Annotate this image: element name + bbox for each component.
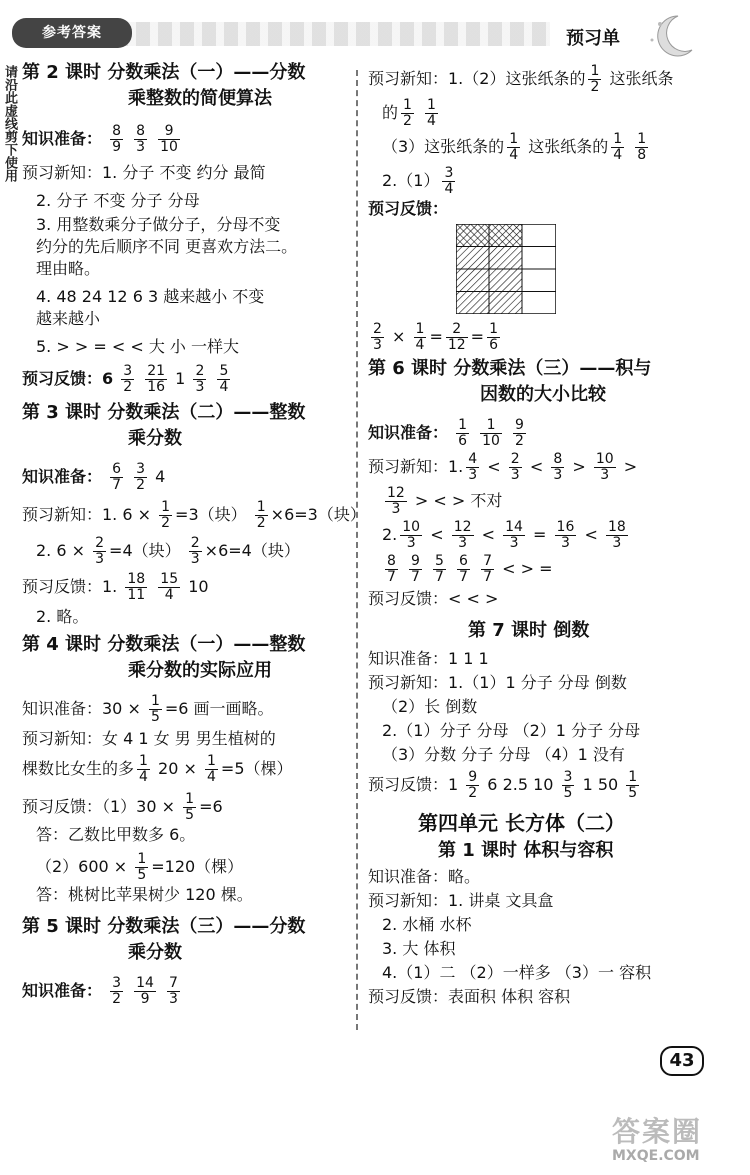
lesson-6-subtitle: 因数的大小比较 [480, 384, 606, 405]
lesson-6-knowledge [368, 416, 738, 450]
lesson-6-new-2 [368, 518, 738, 552]
text: = [470, 327, 485, 346]
right-column [368, 62, 738, 1008]
text: =6 画一画略。 [164, 699, 274, 718]
fraction: $\frac{1}{4}$ [206, 753, 216, 785]
fraction: $\frac{2}{3}$ [190, 535, 200, 567]
fraction: $\frac{1}{5}$ [150, 693, 160, 725]
lesson-2-new-5: 理由略。 [36, 259, 101, 278]
lesson-4-answer-2: 答：桃树比苹果树少 120 棵。 [36, 885, 253, 904]
fraction: $\frac{3}{2}$ [136, 461, 146, 493]
lesson-7-new-3: 2.（1）分子 分母 （2）1 分子 分母 [382, 721, 641, 740]
text: < [529, 457, 544, 476]
text: =4（块） [109, 541, 181, 560]
text: > [572, 457, 586, 476]
lesson-5-feedback-label: 预习反馈： [368, 199, 449, 218]
fraction: $\frac{1}{4}$ [613, 131, 623, 163]
header-decor-bar [70, 22, 550, 46]
fraction: $\frac{2}{12}$ [447, 321, 466, 353]
unit-4-knowledge: 知识准备：略。 [368, 867, 481, 886]
fraction: $\frac{8}{7}$ [387, 553, 396, 585]
text: 预习反馈：（1）30 × [22, 797, 176, 816]
lesson-2-new-6: 4. 48 24 12 6 3 越来越小 不变 [36, 287, 265, 306]
lesson-7-new-2: （2）长 倒数 [382, 697, 478, 716]
unit-4-lesson-1-title: 第 1 课时 体积与容积 [438, 840, 614, 861]
text: 预习新知：1.（2）这张纸条的 [368, 69, 586, 88]
fraction: $\frac{14}{9}$ [136, 975, 154, 1007]
fraction: $\frac{3}{5}$ [563, 769, 573, 801]
fraction: $\frac{1}{2}$ [403, 97, 412, 129]
text: < [487, 457, 501, 476]
text: 知识准备：30 × [22, 699, 141, 718]
lesson-6-new-3 [368, 552, 738, 586]
fraction: $\frac{10}{3}$ [402, 519, 421, 551]
fraction: $\frac{2}{3}$ [195, 363, 205, 395]
fraction: $\frac{9}{7}$ [411, 553, 420, 585]
text: 棵数比女生的多 [22, 759, 135, 778]
lesson-2-new-8: 5. > > = < < 大 小 一样大 [36, 337, 239, 356]
text: （3）这张纸条的 [382, 137, 505, 156]
text: 10 [188, 577, 209, 596]
lesson-2-title: 第 2 课时 分数乘法（一）——分数 [22, 62, 306, 83]
cut-line-note: 请沿此虚线剪下使用 [2, 65, 17, 182]
knowledge-label: 知识准备： [22, 981, 103, 1000]
text: 这张纸条的 [528, 137, 609, 156]
lesson-3-feedback-2: 2. 略。 [36, 607, 89, 626]
text: 这张纸条 [609, 69, 674, 88]
fraction: $\frac{12}{3}$ [453, 519, 472, 551]
text: = [429, 327, 443, 346]
fraction: $\frac{7}{3}$ [169, 975, 178, 1007]
lesson-5-new-3 [368, 130, 738, 164]
lesson-2-subtitle: 乘整数的简便算法 [128, 88, 272, 109]
text: 1 50 [582, 775, 619, 794]
fraction: $\frac{5}{4}$ [219, 363, 229, 395]
fraction: $\frac{10}{3}$ [595, 451, 614, 483]
lesson-5-title: 第 5 课时 分数乘法（三）——分数 [22, 916, 306, 937]
lesson-3-title: 第 3 课时 分数乘法（二）——整数 [22, 402, 306, 423]
fraction: $\frac{2}{3}$ [373, 321, 382, 353]
lesson-3-new-1 [22, 498, 366, 532]
fraction: $\frac{1}{2}$ [161, 499, 171, 531]
lesson-7-new-1: 预习新知：1.（1）1 分子 分母 倒数 [368, 673, 627, 692]
text: 预习新知：1. 6 × [22, 505, 152, 524]
lesson-2-knowledge [22, 122, 352, 156]
fraction: $\frac{3}{2}$ [123, 363, 133, 395]
text: 2. [382, 525, 398, 544]
text: < [481, 525, 496, 544]
knowledge-label: 知识准备： [368, 423, 449, 442]
fraction: $\frac{1}{10}$ [482, 417, 500, 449]
lesson-2-new-4: 约分的先后顺序不同 更喜欢方法二。 [36, 237, 298, 256]
lesson-4-answer-1: 答：乙数比甲数多 6。 [36, 825, 196, 844]
lesson-6-new-1b [368, 484, 738, 518]
fraction: $\frac{3}{4}$ [444, 165, 454, 197]
unit-4-new-2: 2. 水桶 水杯 [382, 915, 472, 934]
text: × [392, 327, 406, 346]
lesson-3-new-2 [22, 534, 352, 568]
fraction: $\frac{1}{5}$ [137, 851, 147, 883]
fraction: $\frac{1}{5}$ [185, 791, 195, 823]
lesson-7-title: 第 7 课时 倒数 [468, 620, 590, 641]
shaded-grid-diagram [456, 224, 556, 314]
text: = [533, 525, 547, 544]
lesson-4-feedback [22, 790, 352, 824]
fraction: $\frac{1}{4}$ [427, 97, 436, 129]
fraction: $\frac{12}{3}$ [387, 485, 405, 517]
fraction: $\frac{3}{2}$ [112, 975, 122, 1007]
fraction: $\frac{1}{4}$ [415, 321, 425, 353]
lesson-2-new-1: 预习新知：1. 分子 不变 约分 最简 [22, 163, 266, 182]
page-header [0, 0, 750, 60]
text: < [430, 525, 444, 544]
answer-value: 1 [175, 369, 186, 388]
fraction: $\frac{15}{4}$ [160, 571, 179, 603]
text: 预习反馈：1. [22, 577, 118, 596]
lesson-5-subtitle: 乘分数 [128, 942, 182, 963]
lesson-6-new-1 [368, 450, 738, 484]
header-title: 预习单 [566, 28, 620, 49]
lesson-3-feedback [22, 570, 352, 604]
text: ×6=4（块） [204, 541, 300, 560]
text: > [623, 457, 638, 476]
answer-value: 4 [155, 467, 166, 486]
knowledge-label: 知识准备： [22, 467, 103, 486]
page-number: 43 [660, 1046, 704, 1076]
fraction: $\frac{18}{3}$ [607, 519, 626, 551]
fraction: $\frac{1}{2}$ [590, 63, 600, 95]
fraction: $\frac{16}{3}$ [556, 519, 575, 551]
watermark-url: MXQE.COM [612, 1148, 700, 1164]
text: < [584, 525, 598, 544]
fraction: $\frac{1}{8}$ [637, 131, 647, 163]
fraction: $\frac{8}{3}$ [553, 451, 563, 483]
text: ×6=3（块） [270, 505, 366, 524]
unit-4-feedback: 预习反馈：表面积 体积 容积 [368, 987, 571, 1006]
lesson-2-feedback [22, 362, 352, 396]
lesson-4-feedback-2 [22, 850, 352, 884]
unit-4-new-3: 3. 大 体积 [382, 939, 456, 958]
text: 6 2.5 10 [487, 775, 554, 794]
text: 预习新知：1. [368, 457, 464, 476]
fraction: $\frac{1}{6}$ [489, 321, 498, 353]
fraction: $\frac{5}{7}$ [435, 553, 444, 585]
text: < > = [502, 559, 553, 578]
unit-4-title: 第四单元 长方体（二） [418, 811, 625, 835]
lesson-7-feedback [368, 768, 738, 802]
lesson-2-new-7: 越来越小 [36, 309, 101, 328]
lesson-4-knowledge [22, 692, 352, 726]
fraction: $\frac{7}{7}$ [483, 553, 492, 585]
column-divider [356, 70, 358, 1030]
fraction: $\frac{8}{9}$ [112, 123, 122, 155]
lesson-4-subtitle: 乘分数的实际应用 [128, 660, 272, 681]
lesson-5-knowledge [22, 974, 352, 1008]
lesson-5-new-1 [368, 62, 738, 96]
fraction: $\frac{21}{16}$ [147, 363, 166, 395]
lesson-3-knowledge [22, 460, 352, 494]
fraction: $\frac{9}{2}$ [468, 769, 478, 801]
feedback-label: 预习反馈：6 [22, 369, 114, 388]
fraction: $\frac{1}{5}$ [628, 769, 638, 801]
text: > < > 不对 [414, 491, 503, 510]
fraction: $\frac{2}{3}$ [510, 451, 520, 483]
lesson-7-new-4: （3）分数 分子 分母 （4）1 没有 [382, 745, 625, 764]
lesson-5-new-4 [368, 164, 738, 198]
fraction: $\frac{8}{3}$ [136, 123, 146, 155]
unit-4-new-4: 4.（1）二 （2）一样多 （3）一 容积 [382, 963, 652, 982]
fraction: $\frac{2}{3}$ [95, 535, 105, 567]
text: =120（棵） [151, 857, 244, 876]
fraction: $\frac{18}{11}$ [127, 571, 146, 603]
lesson-2-new-3: 3. 用整数乘分子做分子，分母不变 [36, 215, 281, 234]
fraction: $\frac{9}{10}$ [160, 123, 178, 155]
lesson-6-title: 第 6 课时 分数乘法（三）——积与 [368, 358, 652, 379]
moon-icon [640, 10, 700, 60]
lesson-5-equation [368, 320, 738, 354]
fraction: $\frac{1}{2}$ [256, 499, 266, 531]
text: （2）600 × [36, 857, 128, 876]
lesson-6-feedback: 预习反馈：< < > [368, 589, 499, 608]
knowledge-label: 知识准备： [22, 129, 103, 148]
unit-4-new-1: 预习新知：1. 讲桌 文具盒 [368, 891, 554, 910]
watermark-logo: 答案圈 [612, 1115, 703, 1148]
left-column [22, 62, 366, 1008]
text: 预习反馈：1 [368, 775, 459, 794]
fraction: $\frac{14}{3}$ [505, 519, 523, 551]
text: 2. 6 × [36, 541, 86, 560]
text: 20 × [158, 759, 197, 778]
lesson-7-knowledge: 知识准备：1 1 1 [368, 649, 489, 668]
text: =6 [199, 797, 223, 816]
text: =5（棵） [220, 759, 293, 778]
fraction: $\frac{6}{7}$ [459, 553, 468, 585]
text: 2.（1） [382, 171, 440, 190]
fraction: $\frac{1}{4}$ [139, 753, 148, 785]
lesson-4-title: 第 4 课时 分数乘法（一）——整数 [22, 634, 306, 655]
lesson-4-new-2 [22, 752, 352, 786]
lesson-5-new-1b [368, 96, 738, 130]
fraction: $\frac{9}{2}$ [515, 417, 524, 449]
fraction: $\frac{1}{6}$ [458, 417, 468, 449]
lesson-4-new-1: 预习新知：女 4 1 女 男 男生植树的 [22, 729, 276, 748]
fraction: $\frac{4}{3}$ [468, 451, 478, 483]
answer-logo: 参考答案 [12, 18, 132, 48]
text: 的 [382, 103, 399, 122]
fraction: $\frac{6}{7}$ [112, 461, 122, 493]
fraction: $\frac{1}{4}$ [509, 131, 519, 163]
text: =3（块） [175, 505, 247, 524]
lesson-2-new-2: 2. 分子 不变 分子 分母 [36, 191, 200, 210]
lesson-3-subtitle: 乘分数 [128, 428, 182, 449]
